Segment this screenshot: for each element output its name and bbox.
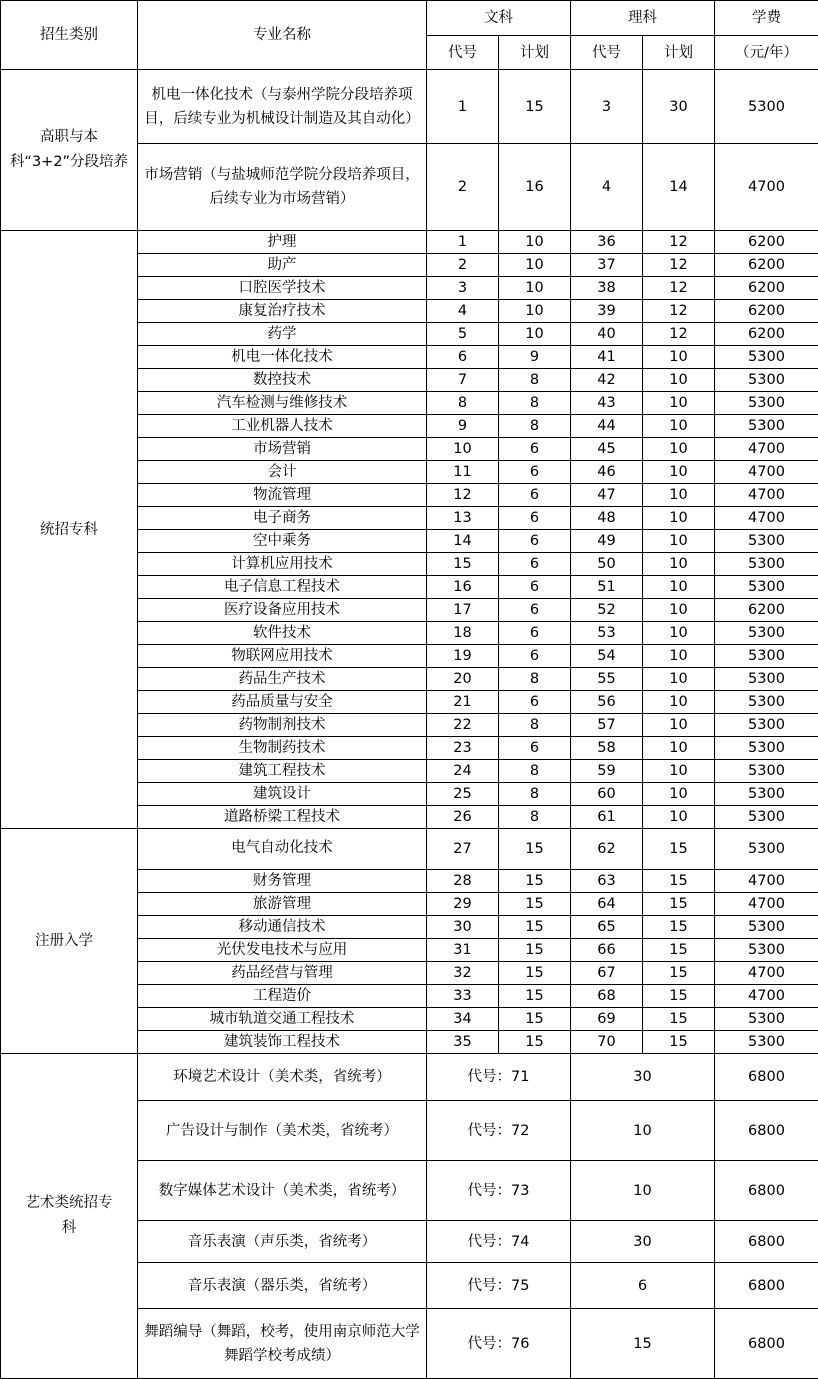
wenke-code: 2 <box>427 144 499 231</box>
wenke-plan: 8 <box>499 714 571 737</box>
fee: 4700 <box>715 438 818 461</box>
wenke-code: 9 <box>427 415 499 438</box>
like-plan: 10 <box>643 668 715 691</box>
major-name: 电子信息工程技术 <box>138 576 427 599</box>
wenke-code: 31 <box>427 939 499 962</box>
major-name: 护理 <box>138 231 427 254</box>
like-plan: 15 <box>643 870 715 893</box>
wenke-plan: 15 <box>499 939 571 962</box>
like-plan: 10 <box>643 346 715 369</box>
like-plan: 10 <box>643 576 715 599</box>
major-name: 会计 <box>138 461 427 484</box>
wenke-plan: 6 <box>499 737 571 760</box>
like-plan: 10 <box>643 415 715 438</box>
like-plan: 12 <box>643 277 715 300</box>
art-code: 代号：76 <box>427 1309 571 1379</box>
like-plan: 15 <box>643 962 715 985</box>
like-code: 4 <box>571 144 643 231</box>
wenke-code: 2 <box>427 254 499 277</box>
like-code: 37 <box>571 254 643 277</box>
fee: 4700 <box>715 985 818 1008</box>
header-like: 理科 <box>571 1 715 36</box>
like-plan: 10 <box>643 737 715 760</box>
like-plan: 10 <box>643 714 715 737</box>
fee: 5300 <box>715 346 818 369</box>
fee: 6200 <box>715 254 818 277</box>
like-code: 39 <box>571 300 643 323</box>
wenke-plan: 8 <box>499 668 571 691</box>
wenke-code: 32 <box>427 962 499 985</box>
wenke-code: 17 <box>427 599 499 622</box>
like-plan: 10 <box>643 461 715 484</box>
wenke-code: 15 <box>427 553 499 576</box>
wenke-plan: 8 <box>499 783 571 806</box>
like-code: 41 <box>571 346 643 369</box>
fee: 6200 <box>715 277 818 300</box>
wenke-code: 4 <box>427 300 499 323</box>
like-plan: 10 <box>643 645 715 668</box>
wenke-code: 28 <box>427 870 499 893</box>
like-plan: 15 <box>643 985 715 1008</box>
like-plan: 10 <box>643 783 715 806</box>
fee: 5300 <box>715 714 818 737</box>
fee: 5300 <box>715 645 818 668</box>
category-cell: 统招专科 <box>1 231 138 829</box>
major-name: 助产 <box>138 254 427 277</box>
art-code: 代号：75 <box>427 1263 571 1309</box>
like-plan: 10 <box>643 484 715 507</box>
wenke-code: 8 <box>427 392 499 415</box>
wenke-code: 20 <box>427 668 499 691</box>
fee: 6200 <box>715 323 818 346</box>
wenke-plan: 10 <box>499 231 571 254</box>
like-plan: 10 <box>643 553 715 576</box>
header-major: 专业名称 <box>138 1 427 70</box>
like-plan: 15 <box>643 1008 715 1031</box>
like-plan: 10 <box>643 392 715 415</box>
wenke-plan: 8 <box>499 369 571 392</box>
wenke-plan: 15 <box>499 829 571 870</box>
major-name: 移动通信技术 <box>138 916 427 939</box>
wenke-plan: 9 <box>499 346 571 369</box>
like-code: 58 <box>571 737 643 760</box>
like-code: 54 <box>571 645 643 668</box>
wenke-plan: 15 <box>499 916 571 939</box>
wenke-plan: 15 <box>499 870 571 893</box>
like-plan: 10 <box>643 438 715 461</box>
like-code: 45 <box>571 438 643 461</box>
header-fee-unit: （元/年） <box>715 36 818 70</box>
major-name: 建筑设计 <box>138 783 427 806</box>
wenke-plan: 6 <box>499 530 571 553</box>
major-name: 物联网应用技术 <box>138 645 427 668</box>
wenke-code: 10 <box>427 438 499 461</box>
fee: 5300 <box>715 916 818 939</box>
wenke-plan: 15 <box>499 893 571 916</box>
wenke-code: 25 <box>427 783 499 806</box>
header-wenke-plan: 计划 <box>499 36 571 70</box>
header-row-1 <box>1 1 818 36</box>
like-plan: 12 <box>643 254 715 277</box>
like-code: 42 <box>571 369 643 392</box>
wenke-code: 22 <box>427 714 499 737</box>
major-name: 医疗设备应用技术 <box>138 599 427 622</box>
major-name: 舞蹈编导（舞蹈，校考，使用南京师范大学舞蹈学校考成绩） <box>138 1309 427 1379</box>
like-plan: 14 <box>643 144 715 231</box>
like-plan: 10 <box>643 760 715 783</box>
like-code: 60 <box>571 783 643 806</box>
wenke-code: 34 <box>427 1008 499 1031</box>
art-plan: 30 <box>571 1221 715 1263</box>
fee: 5300 <box>715 622 818 645</box>
like-code: 36 <box>571 231 643 254</box>
art-code: 代号：73 <box>427 1161 571 1221</box>
major-name: 工程造价 <box>138 985 427 1008</box>
table-row <box>1 1054 818 1101</box>
header-wenke: 文科 <box>427 1 571 36</box>
major-name: 电子商务 <box>138 507 427 530</box>
fee: 6800 <box>715 1221 818 1263</box>
major-name: 计算机应用技术 <box>138 553 427 576</box>
wenke-plan: 6 <box>499 645 571 668</box>
wenke-code: 5 <box>427 323 499 346</box>
fee: 6800 <box>715 1161 818 1221</box>
art-plan: 10 <box>571 1161 715 1221</box>
like-plan: 10 <box>643 530 715 553</box>
major-name: 市场营销（与盐城师范学院分段培养项目，后续专业为市场营销） <box>138 144 427 231</box>
table-row <box>1 70 818 144</box>
wenke-plan: 10 <box>499 277 571 300</box>
like-code: 64 <box>571 893 643 916</box>
wenke-plan: 6 <box>499 691 571 714</box>
major-name: 康复治疗技术 <box>138 300 427 323</box>
fee: 6200 <box>715 231 818 254</box>
like-code: 44 <box>571 415 643 438</box>
fee: 5300 <box>715 576 818 599</box>
wenke-plan: 10 <box>499 323 571 346</box>
fee: 4700 <box>715 484 818 507</box>
like-plan: 10 <box>643 369 715 392</box>
fee: 4700 <box>715 461 818 484</box>
wenke-plan: 15 <box>499 1008 571 1031</box>
table-row <box>1 231 818 254</box>
header-category: 招生类别 <box>1 1 138 70</box>
table-row <box>1 829 818 870</box>
major-name: 药学 <box>138 323 427 346</box>
art-code: 代号：72 <box>427 1101 571 1161</box>
wenke-plan: 8 <box>499 415 571 438</box>
like-code: 48 <box>571 507 643 530</box>
fee: 4700 <box>715 962 818 985</box>
art-code: 代号：71 <box>427 1054 571 1101</box>
wenke-code: 18 <box>427 622 499 645</box>
like-code: 43 <box>571 392 643 415</box>
like-plan: 10 <box>643 599 715 622</box>
wenke-code: 1 <box>427 70 499 144</box>
like-code: 3 <box>571 70 643 144</box>
major-name: 电气自动化技术 <box>138 829 427 870</box>
art-plan: 6 <box>571 1263 715 1309</box>
like-code: 46 <box>571 461 643 484</box>
major-name: 软件技术 <box>138 622 427 645</box>
wenke-plan: 15 <box>499 1031 571 1054</box>
like-code: 38 <box>571 277 643 300</box>
like-plan: 15 <box>643 1031 715 1054</box>
category-cell: 艺术类统招专科 <box>1 1054 138 1379</box>
major-name: 口腔医学技术 <box>138 277 427 300</box>
wenke-code: 27 <box>427 829 499 870</box>
fee: 5300 <box>715 530 818 553</box>
wenke-code: 23 <box>427 737 499 760</box>
like-plan: 10 <box>643 691 715 714</box>
wenke-code: 26 <box>427 806 499 829</box>
major-name: 旅游管理 <box>138 893 427 916</box>
like-code: 66 <box>571 939 643 962</box>
major-name: 药品质量与安全 <box>138 691 427 714</box>
wenke-plan: 8 <box>499 806 571 829</box>
like-plan: 15 <box>643 893 715 916</box>
wenke-plan: 8 <box>499 760 571 783</box>
like-code: 63 <box>571 870 643 893</box>
like-code: 50 <box>571 553 643 576</box>
like-code: 51 <box>571 576 643 599</box>
wenke-plan: 15 <box>499 985 571 1008</box>
major-name: 空中乘务 <box>138 530 427 553</box>
fee: 5300 <box>715 415 818 438</box>
wenke-plan: 6 <box>499 484 571 507</box>
like-plan: 10 <box>643 507 715 530</box>
like-code: 69 <box>571 1008 643 1031</box>
wenke-code: 35 <box>427 1031 499 1054</box>
major-name: 机电一体化技术 <box>138 346 427 369</box>
fee: 5300 <box>715 369 818 392</box>
wenke-plan: 6 <box>499 553 571 576</box>
like-code: 70 <box>571 1031 643 1054</box>
like-plan: 12 <box>643 300 715 323</box>
fee: 6800 <box>715 1054 818 1101</box>
major-name: 数控技术 <box>138 369 427 392</box>
like-code: 40 <box>571 323 643 346</box>
category-cell: 高职与本科“3+2”分段培养 <box>1 70 138 231</box>
major-name: 环境艺术设计（美术类，省统考） <box>138 1054 427 1101</box>
like-code: 59 <box>571 760 643 783</box>
like-code: 67 <box>571 962 643 985</box>
art-plan: 10 <box>571 1101 715 1161</box>
like-plan: 15 <box>643 829 715 870</box>
category-cell: 注册入学 <box>1 829 138 1054</box>
fee: 6800 <box>715 1263 818 1309</box>
like-code: 65 <box>571 916 643 939</box>
major-name: 城市轨道交通工程技术 <box>138 1008 427 1031</box>
like-code: 62 <box>571 829 643 870</box>
art-code: 代号：74 <box>427 1221 571 1263</box>
fee: 6200 <box>715 599 818 622</box>
fee: 5300 <box>715 939 818 962</box>
like-code: 47 <box>571 484 643 507</box>
fee: 5300 <box>715 829 818 870</box>
like-plan: 15 <box>643 916 715 939</box>
major-name: 药品经营与管理 <box>138 962 427 985</box>
wenke-plan: 8 <box>499 392 571 415</box>
like-code: 56 <box>571 691 643 714</box>
fee: 4700 <box>715 893 818 916</box>
header-wenke-code: 代号 <box>427 36 499 70</box>
header-fee: 学费 <box>715 1 818 36</box>
fee: 5300 <box>715 1008 818 1031</box>
wenke-plan: 6 <box>499 507 571 530</box>
header-like-plan: 计划 <box>643 36 715 70</box>
major-name: 机电一体化技术（与泰州学院分段培养项目，后续专业为机械设计制造及其自动化） <box>138 70 427 144</box>
wenke-code: 24 <box>427 760 499 783</box>
major-name: 建筑装饰工程技术 <box>138 1031 427 1054</box>
wenke-code: 7 <box>427 369 499 392</box>
wenke-code: 29 <box>427 893 499 916</box>
like-code: 68 <box>571 985 643 1008</box>
fee: 5300 <box>715 553 818 576</box>
fee: 5300 <box>715 392 818 415</box>
fee: 6800 <box>715 1101 818 1161</box>
fee: 5300 <box>715 70 818 144</box>
wenke-plan: 6 <box>499 576 571 599</box>
fee: 5300 <box>715 760 818 783</box>
major-name: 工业机器人技术 <box>138 415 427 438</box>
wenke-code: 13 <box>427 507 499 530</box>
like-code: 57 <box>571 714 643 737</box>
wenke-code: 30 <box>427 916 499 939</box>
wenke-code: 6 <box>427 346 499 369</box>
fee: 5300 <box>715 806 818 829</box>
like-plan: 30 <box>643 70 715 144</box>
major-name: 财务管理 <box>138 870 427 893</box>
like-code: 61 <box>571 806 643 829</box>
wenke-code: 21 <box>427 691 499 714</box>
wenke-plan: 15 <box>499 962 571 985</box>
wenke-code: 11 <box>427 461 499 484</box>
wenke-plan: 10 <box>499 254 571 277</box>
fee: 4700 <box>715 144 818 231</box>
major-name: 光伏发电技术与应用 <box>138 939 427 962</box>
like-plan: 10 <box>643 806 715 829</box>
art-plan: 15 <box>571 1309 715 1379</box>
fee: 5300 <box>715 691 818 714</box>
wenke-plan: 6 <box>499 438 571 461</box>
wenke-plan: 6 <box>499 461 571 484</box>
like-code: 55 <box>571 668 643 691</box>
major-name: 广告设计与制作（美术类，省统考） <box>138 1101 427 1161</box>
like-code: 49 <box>571 530 643 553</box>
like-code: 52 <box>571 599 643 622</box>
wenke-plan: 10 <box>499 300 571 323</box>
like-plan: 12 <box>643 231 715 254</box>
fee: 4700 <box>715 870 818 893</box>
wenke-code: 33 <box>427 985 499 1008</box>
like-code: 53 <box>571 622 643 645</box>
wenke-code: 14 <box>427 530 499 553</box>
fee: 6800 <box>715 1309 818 1379</box>
wenke-plan: 6 <box>499 599 571 622</box>
major-name: 药品生产技术 <box>138 668 427 691</box>
fee: 5300 <box>715 783 818 806</box>
wenke-code: 1 <box>427 231 499 254</box>
wenke-code: 12 <box>427 484 499 507</box>
major-name: 道路桥梁工程技术 <box>138 806 427 829</box>
major-name: 数字媒体艺术设计（美术类，省统考） <box>138 1161 427 1221</box>
fee: 5300 <box>715 668 818 691</box>
fee: 5300 <box>715 1031 818 1054</box>
major-name: 汽车检测与维修技术 <box>138 392 427 415</box>
major-name: 音乐表演（声乐类，省统考） <box>138 1221 427 1263</box>
like-plan: 15 <box>643 939 715 962</box>
wenke-code: 16 <box>427 576 499 599</box>
wenke-code: 19 <box>427 645 499 668</box>
major-name: 音乐表演（器乐类，省统考） <box>138 1263 427 1309</box>
wenke-plan: 6 <box>499 622 571 645</box>
wenke-plan: 16 <box>499 144 571 231</box>
major-name: 物流管理 <box>138 484 427 507</box>
wenke-code: 3 <box>427 277 499 300</box>
fee: 6200 <box>715 300 818 323</box>
like-plan: 12 <box>643 323 715 346</box>
fee: 5300 <box>715 737 818 760</box>
major-name: 药物制剂技术 <box>138 714 427 737</box>
major-name: 生物制药技术 <box>138 737 427 760</box>
fee: 4700 <box>715 507 818 530</box>
art-plan: 30 <box>571 1054 715 1101</box>
major-name: 市场营销 <box>138 438 427 461</box>
major-name: 建筑工程技术 <box>138 760 427 783</box>
like-plan: 10 <box>643 622 715 645</box>
header-like-code: 代号 <box>571 36 643 70</box>
wenke-plan: 15 <box>499 70 571 144</box>
